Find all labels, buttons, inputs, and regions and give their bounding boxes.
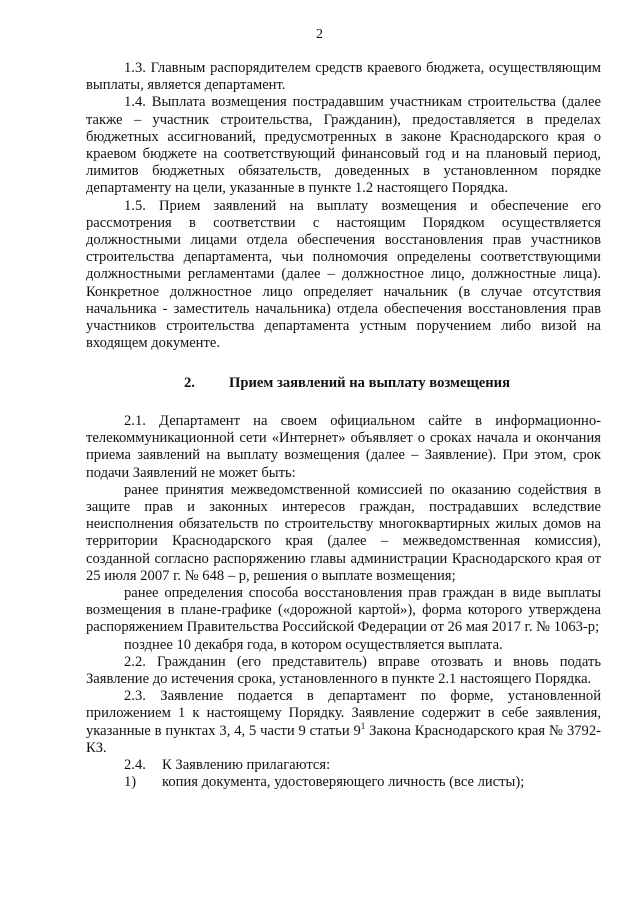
list-item-number: 1): [124, 774, 137, 791]
page-number: 2: [316, 27, 323, 42]
list-item: [86, 774, 601, 791]
top-paragraphs: [86, 60, 601, 352]
paragraph-2-3: [86, 688, 601, 757]
section-heading: [86, 375, 601, 392]
list-intro-number: 2.4.: [124, 757, 146, 774]
section-number: 2.: [184, 375, 195, 391]
list-item-text: копия документа, удостоверяющего личность (все листы);: [162, 774, 525, 791]
list-intro: [86, 757, 601, 774]
superscript: 1: [360, 720, 366, 731]
paragraph-2-1-item-2: ранее определения способа восстановления прав граждан в виде выплаты возмещения в плане-графике («дорожной картой»), форма которого утверждена распоряжением Правительства Российской Федерации от 26 мая 2017 г. № 1063-р;: [86, 585, 601, 636]
paragraph-2-1-item-1: ранее принятия межведомственной комиссией по оказанию содействия в защите прав и законных интересов граждан, пострадавших вследствие неисполнения обязательств по строительству многоквартирных жилых домов на территории Краснодарского края (далее – межведомственная комиссия), созданной согласно распоряжению главы администрации Краснодарского края от 25 июля 2007 г. № 648 – р, решения о выплате возмещения;: [86, 481, 601, 584]
paragraph-2-3-text: 2.3. Заявление подается в департамент по форме, установленной приложением 1 к настоящему Порядку. Заявление содержит в себе заявления, указанные в пунктах 3, 4, 5 части 9 статьи 9: [86, 688, 601, 739]
paragraph-2-2: 2.2. Гражданин (его представитель) вправе отозвать и вновь подать Заявление до истечения срока, установленного в пункте 2.1 настоящего Порядка.: [86, 653, 601, 688]
paragraph-1-5: 1.5. Прием заявлений на выплату возмещения и обеспечение его рассмотрения в соответствии с настоящим Порядком осуществляется должностными лицами отдела обеспечения восстановления прав участников строительства департамента, чьи полномочия определены соответствующими должностными регламентами (далее – должностное лицо, должностные лица). Конкретное должностное лицо определяет начальник (в случае отсутствия начальника - заместитель начальника) отдела обеспечения восстановления прав участников строительства департамента устным поручением либо визой на входящем документе.: [86, 197, 601, 352]
paragraph-1-3: 1.3. Главным распорядителем средств краевого бюджета, осуществляющим выплаты, является департамент.: [86, 60, 601, 94]
section-paragraphs: [86, 413, 601, 791]
section-title: Прием заявлений на выплату возмещения: [229, 375, 510, 391]
paragraph-2-1: 2.1. Департамент на своем официальном сайте в информационно-телекоммуникационной сети «Интернет» объявляет о сроках начала и окончания приема заявлений на выплату возмещения (далее – Заявление). При этом, срок подачи Заявлений не может быть:: [86, 413, 601, 481]
paragraph-2-3-tail: Закона Краснодарского края № 3792-КЗ.: [86, 722, 601, 756]
paragraph-2-1-item-3: позднее 10 декабря года, в котором осуществляется выплата.: [124, 636, 503, 653]
list-intro-text: К Заявлению прилагаются:: [162, 757, 331, 774]
paragraph-1-4: 1.4. Выплата возмещения пострадавшим участникам строительства (далее также – участник строительства, Гражданин), предоставляется в пределах бюджетных ассигнований, предусмотренных в законе Краснодарского края о краевом бюджете на соответствующий финансовый год и на плановый период, лимитов бюджетных обязательств, доведенных в установленном порядке департаменту на цели, указанные в пункте 1.2 настоящего Порядка.: [86, 94, 601, 197]
